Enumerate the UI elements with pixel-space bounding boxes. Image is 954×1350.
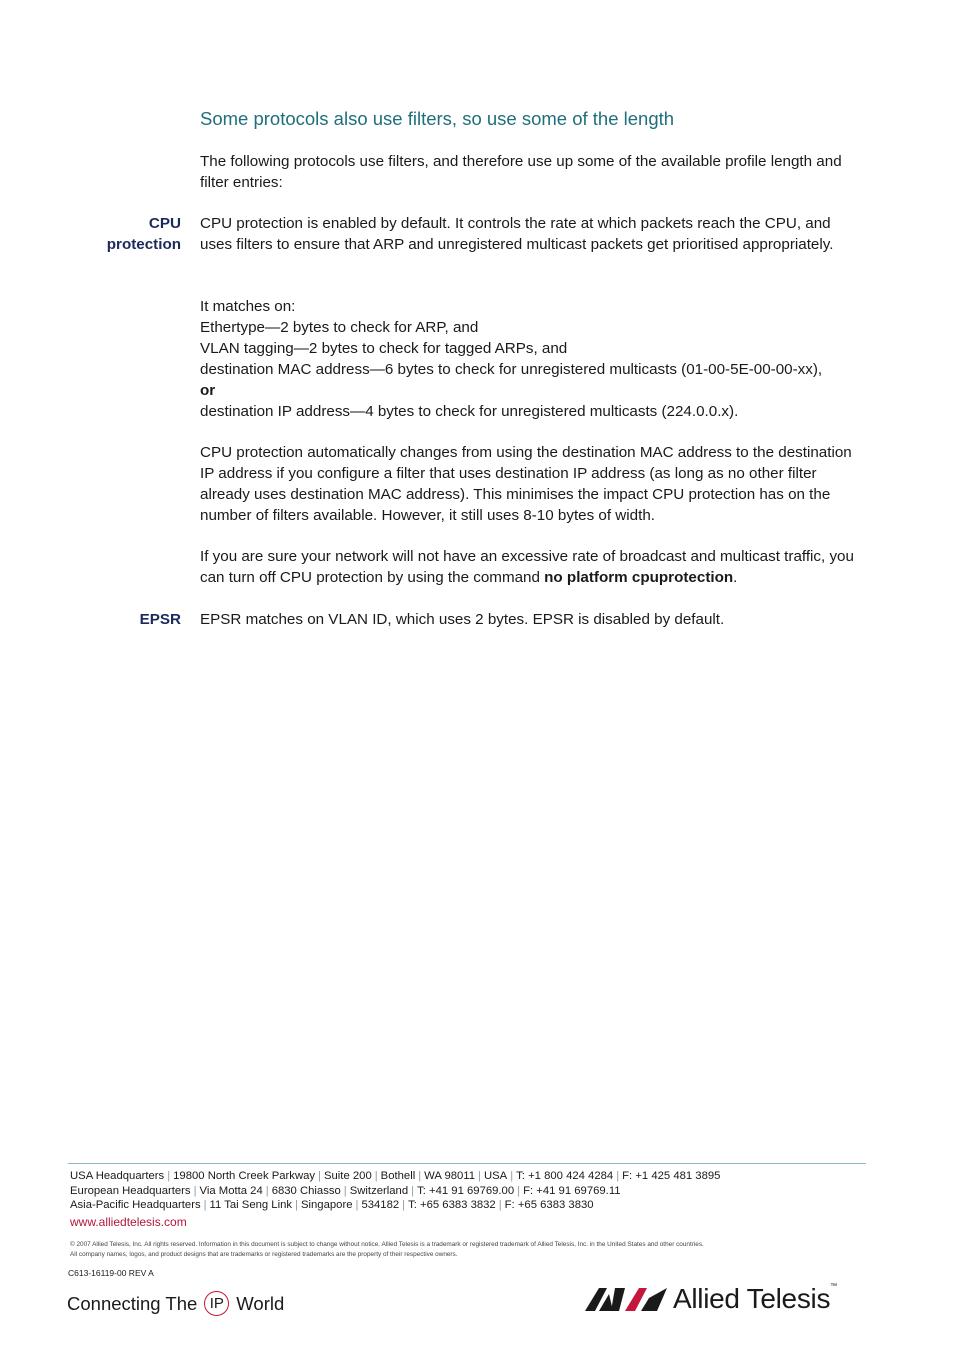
footer-divider — [68, 1163, 866, 1164]
intro-paragraph: The following protocols use filters, and therefore use up some of the available profile length and filter entries: — [200, 153, 842, 191]
address-europe: European Headquarters | Via Motta 24 | 6830 Chiasso | Switzerland | T: +41 91 69769.00 | F: +41 91 69769.11 — [70, 1185, 621, 1197]
europe-part: European Headquarters — [70, 1185, 191, 1197]
address-usa: USA Headquarters | 19800 North Creek Parkway | Suite 200 | Bothell | WA 98011 | USA | T: +1 800 424 4284 | F: +1 425 481 3895 — [70, 1170, 721, 1182]
europe-part: T: +41 91 69769.00 — [417, 1185, 515, 1197]
section-heading: Some protocols also use filters, so use some of the length — [200, 108, 675, 129]
asia-part: 11 Tai Seng Link — [209, 1199, 293, 1211]
copyright-line-1: © 2007 Allied Telesis, Inc. All rights reserved. Information in this document is subject to change without notice. Allied Telesis is a trademark or registered trademark of Allied Telesis, Inc. in the United States and other countries. — [70, 1241, 704, 1248]
copyright-line-2: All company names, logos, and product designs that are trademarks or registered trademarks are the property of their respective owners. — [70, 1251, 458, 1258]
cpu-protection-label — [107, 213, 181, 255]
ip-circle-icon: IP — [204, 1291, 229, 1316]
usa-part: Bothell — [380, 1170, 416, 1182]
asia-part: Singapore — [300, 1199, 353, 1211]
usa-part: Suite 200 — [323, 1170, 372, 1182]
asia-part: 534182 — [361, 1199, 400, 1211]
website-link[interactable]: www.alliedtelesis.com — [70, 1215, 187, 1229]
matches-intro: It matches on: — [200, 298, 296, 315]
p4-before: If you are sure your network will not have an excessive rate of broadcast and multicast traffic, you can turn off CPU protection by using the command — [200, 548, 854, 586]
cpu-matches-block — [200, 296, 865, 422]
match-destination-ip: destination IP address—4 bytes to check for unregistered multicasts (224.0.0.x). — [200, 403, 739, 420]
allied-telesis-mark-icon — [585, 1286, 667, 1312]
logo-wordmark — [673, 1283, 837, 1315]
match-destination-mac: destination MAC address—6 bytes to check for unregistered multicasts (01-00-5E-00-00-xx), — [200, 361, 823, 378]
usa-part: USA Headquarters — [70, 1170, 165, 1182]
europe-part: 6830 Chiasso — [271, 1185, 341, 1197]
p4-after: . — [733, 569, 738, 586]
or-word — [200, 380, 865, 401]
cpu-paragraph-3: CPU protection automatically changes from using the destination MAC address to the destination IP address if you configure a filter that uses destination IP address (as long as no other filter already uses destination MAC address). This minimises the impact CPU protection has on the number of filters available. However, it still uses 8-10 bytes of width. — [200, 444, 852, 524]
match-vlan-tagging: VLAN tagging—2 bytes to check for tagged ARPs, and — [200, 340, 568, 357]
usa-part: WA 98011 — [424, 1170, 476, 1182]
match-ethertype: Ethertype—2 bytes to check for ARP, and — [200, 319, 479, 336]
allied-telesis-logo — [585, 1283, 837, 1315]
logo-text: Allied Telesis — [673, 1283, 831, 1314]
tagline-after: World — [236, 1292, 285, 1314]
trademark-symbol: ™ — [830, 1283, 837, 1290]
tagline-before: Connecting The — [67, 1292, 198, 1314]
europe-part: Switzerland — [349, 1185, 409, 1197]
asia-part: Asia-Pacific Headquarters — [70, 1199, 201, 1211]
tagline — [67, 1291, 284, 1316]
europe-part: Via Motta 24 — [199, 1185, 263, 1197]
cpu-paragraph-4 — [200, 546, 865, 588]
cpu-label-line2: protection — [106, 236, 181, 253]
cpu-label-line1: CPU — [148, 215, 181, 232]
epsr-label: EPSR — [139, 611, 181, 628]
asia-part: F: +65 6383 3830 — [504, 1199, 594, 1211]
usa-part: F: +1 425 481 3895 — [622, 1170, 721, 1182]
usa-part: 19800 North Creek Parkway — [173, 1170, 316, 1182]
cpu-command: no platform cpuprotection — [544, 569, 734, 586]
address-asia: Asia-Pacific Headquarters | 11 Tai Seng Link | Singapore | 534182 | T: +65 6383 3832 | F: +65 6383 3830 — [70, 1199, 594, 1211]
usa-part: USA — [483, 1170, 508, 1182]
epsr-paragraph: EPSR matches on VLAN ID, which uses 2 bytes. EPSR is disabled by default. — [200, 611, 725, 628]
document-code: C613-16119-00 REV A — [68, 1268, 154, 1278]
cpu-paragraph-1: CPU protection is enabled by default. It controls the rate at which packets reach the CPU, and uses filters to ensure that ARP and unregistered multicast packets get prioritised appropriately. — [200, 215, 834, 253]
asia-part: T: +65 6383 3832 — [408, 1199, 496, 1211]
europe-part: F: +41 91 69769.11 — [523, 1185, 621, 1197]
or-bold: or — [200, 382, 216, 399]
usa-part: T: +1 800 424 4284 — [516, 1170, 614, 1182]
